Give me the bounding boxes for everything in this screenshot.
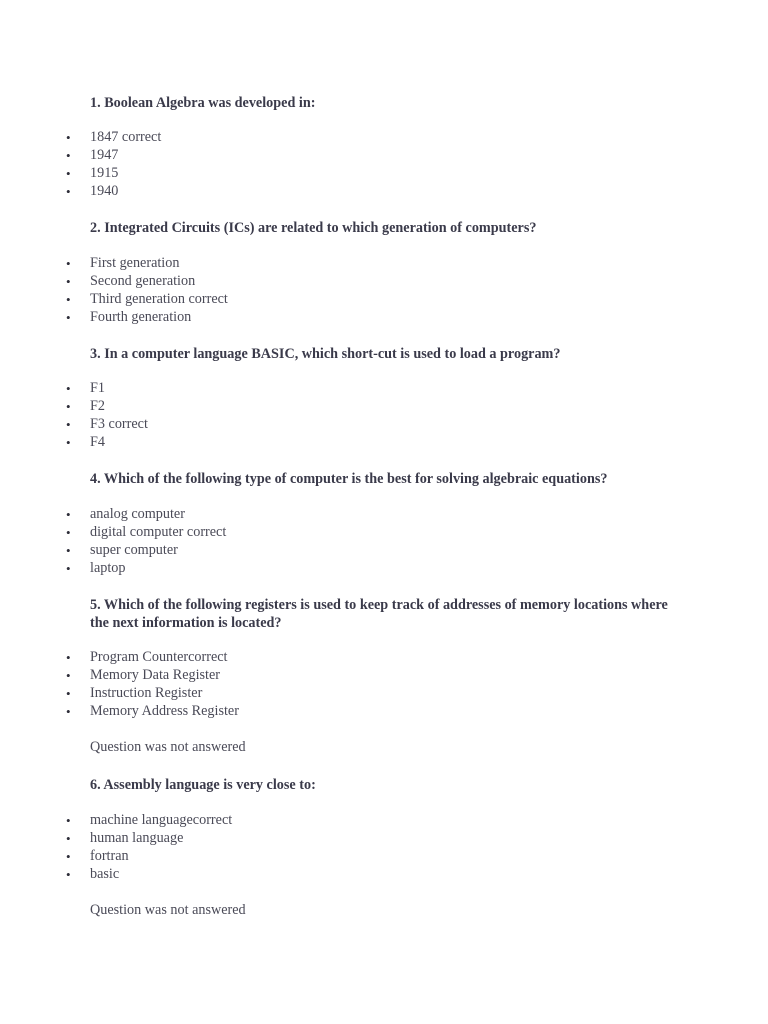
question-1-text: 1. Boolean Algebra was developed in: — [90, 95, 316, 111]
option-text: 1947 — [90, 146, 119, 163]
bullet-icon: • — [66, 830, 71, 846]
question-2-text: 2. Integrated Circuits (ICs) are related to which generation of computers? — [90, 220, 537, 236]
bullet-icon: • — [66, 291, 71, 307]
question-3-text: 3. In a computer language BASIC, which short-cut is used to load a program? — [90, 346, 561, 362]
bullet-icon: • — [66, 703, 71, 719]
bullet-icon: • — [66, 273, 71, 289]
option-text: super computer — [90, 541, 178, 558]
option-text: laptop — [90, 559, 126, 576]
bullet-icon: • — [66, 130, 71, 145]
bullet-icon: • — [66, 434, 71, 450]
bullet-icon: • — [66, 542, 71, 558]
bullet-icon: • — [66, 866, 71, 882]
bullet-icon: • — [66, 416, 71, 432]
option-text: Third generation correct — [90, 290, 228, 307]
option-text: 1940 — [90, 182, 119, 199]
option-text: Second generation — [90, 272, 196, 289]
option-text: F2 — [90, 397, 105, 414]
option-text: Fourth generation — [90, 308, 192, 325]
option-text: First generation — [90, 255, 180, 271]
question-5-status-note: Question was not answered — [90, 739, 246, 755]
option-text: Program Countercorrect — [90, 649, 228, 665]
option-text: machine languagecorrect — [90, 812, 233, 828]
bullet-icon: • — [66, 381, 71, 396]
bullet-icon: • — [66, 650, 71, 665]
option-text: digital computer correct — [90, 523, 227, 540]
bullet-icon: • — [66, 309, 71, 325]
question-5-text: 5. Which of the following registers is used to keep track of addresses of memory locations where the next information is located? — [90, 597, 668, 631]
option-text: Memory Address Register — [90, 702, 239, 719]
option-text: F4 — [90, 433, 105, 450]
option-text: 1847 correct — [90, 129, 162, 145]
bullet-icon: • — [66, 256, 71, 271]
question-4-text: 4. Which of the following type of computer is the best for solving algebraic equations? — [90, 471, 608, 487]
bullet-icon: • — [66, 667, 71, 683]
bullet-icon: • — [66, 813, 71, 828]
option-text: human language — [90, 829, 184, 846]
bullet-icon: • — [66, 183, 71, 199]
option-text: analog computer — [90, 506, 185, 522]
option-text: fortran — [90, 847, 129, 864]
option-text: Memory Data Register — [90, 666, 221, 683]
bullet-icon: • — [66, 560, 71, 576]
question-6-status-note: Question was not answered — [90, 902, 246, 918]
bullet-icon: • — [66, 507, 71, 522]
option-text: basic — [90, 865, 120, 882]
option-text: Instruction Register — [90, 684, 203, 701]
bullet-icon: • — [66, 685, 71, 701]
bullet-icon: • — [66, 848, 71, 864]
option-text: 1915 — [90, 164, 119, 181]
bullet-icon: • — [66, 165, 71, 181]
bullet-icon: • — [66, 398, 71, 414]
bullet-icon: • — [66, 147, 71, 163]
option-text: F1 — [90, 380, 105, 396]
bullet-icon: • — [66, 524, 71, 540]
option-text: F3 correct — [90, 415, 148, 432]
question-6-text: 6. Assembly language is very close to: — [90, 777, 316, 793]
